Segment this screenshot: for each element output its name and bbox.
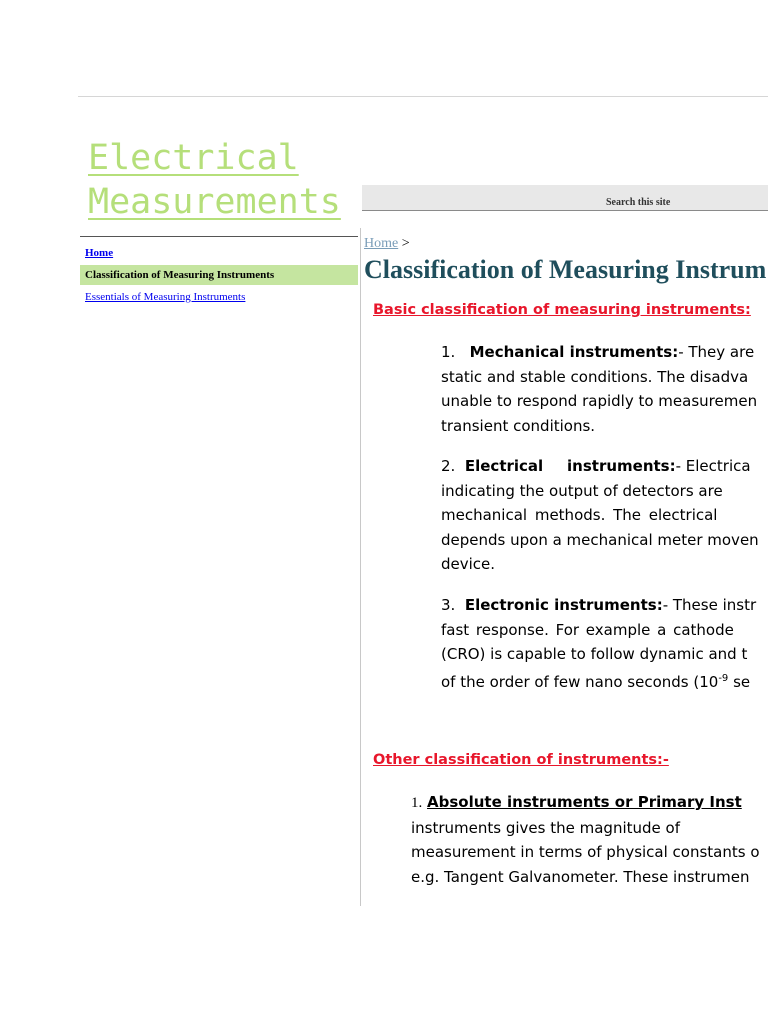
section-heading-other: Other classification of instruments:- bbox=[373, 752, 669, 768]
text-line: (CRO) is capable to follow dynamic and t bbox=[441, 645, 748, 663]
breadcrumb-separator: > bbox=[401, 236, 410, 251]
sidebar-divider bbox=[80, 236, 358, 237]
list-number: 1. bbox=[441, 343, 456, 361]
text-line: - These instr bbox=[662, 596, 757, 614]
term-mechanical: Mechanical instruments: bbox=[469, 343, 679, 361]
text-line: unable to respond rapidly to measuremen bbox=[441, 392, 758, 410]
sidebar-item-home-link[interactable]: Home bbox=[85, 247, 114, 259]
term-electrical: Electrical bbox=[464, 457, 544, 475]
sidebar-item-essentials[interactable] bbox=[80, 287, 358, 307]
term-absolute: Absolute instruments or Primary Inst bbox=[427, 793, 742, 811]
search-label: Search this site bbox=[606, 197, 671, 208]
sidebar-item-essentials-link[interactable]: Essentials of Measuring Instruments bbox=[85, 291, 246, 303]
list-number: 3. bbox=[441, 596, 456, 614]
site-title[interactable]: Electrical Measurements bbox=[88, 138, 341, 222]
text-line: se bbox=[728, 672, 751, 691]
term-instruments: instruments: bbox=[567, 457, 676, 475]
sidebar-item-home[interactable] bbox=[80, 243, 358, 263]
term-electronic: Electronic instruments: bbox=[464, 596, 663, 614]
sidebar-nav bbox=[80, 243, 358, 309]
text-line: measurement in terms of physical constants o bbox=[411, 843, 760, 861]
page-title: Classification of Measuring Instrum bbox=[364, 255, 767, 284]
text-line: - They are bbox=[678, 343, 755, 361]
paragraph-absolute bbox=[411, 790, 760, 889]
top-divider bbox=[78, 96, 768, 97]
sidebar-item-classification[interactable]: Classification of Measuring Instruments bbox=[80, 265, 358, 285]
text-line: device. bbox=[441, 555, 496, 573]
text-line: indicating the output of detectors are bbox=[441, 481, 723, 500]
paragraph-electronic bbox=[441, 593, 756, 694]
exponent: -9 bbox=[718, 672, 729, 684]
page-content bbox=[361, 290, 768, 910]
text-line: e.g. Tangent Galvanometer. These instrumen bbox=[411, 867, 750, 886]
breadcrumb bbox=[364, 236, 410, 252]
text-line: static and stable conditions. The disadva bbox=[441, 367, 749, 386]
text-line: mechanical methods. The electrical bbox=[441, 506, 718, 524]
text-line: of the order of few nano seconds (10 bbox=[441, 672, 719, 691]
list-number: 1. bbox=[411, 795, 423, 811]
paragraph-mechanical bbox=[441, 340, 757, 438]
text-line: transient conditions. bbox=[441, 416, 596, 435]
text-line: instruments gives the magnitude of bbox=[411, 818, 680, 837]
breadcrumb-home-link[interactable]: Home bbox=[364, 236, 399, 251]
section-heading-basic: Basic classification of measuring instruments: bbox=[373, 302, 751, 318]
list-number: 2. bbox=[441, 457, 456, 475]
text-line: - Electrica bbox=[675, 457, 751, 475]
text-line: depends upon a mechanical meter moven bbox=[441, 530, 759, 549]
text-line: fast response. For example a cathode bbox=[441, 620, 734, 639]
search-bar[interactable] bbox=[362, 185, 768, 211]
paragraph-electrical bbox=[441, 454, 759, 577]
